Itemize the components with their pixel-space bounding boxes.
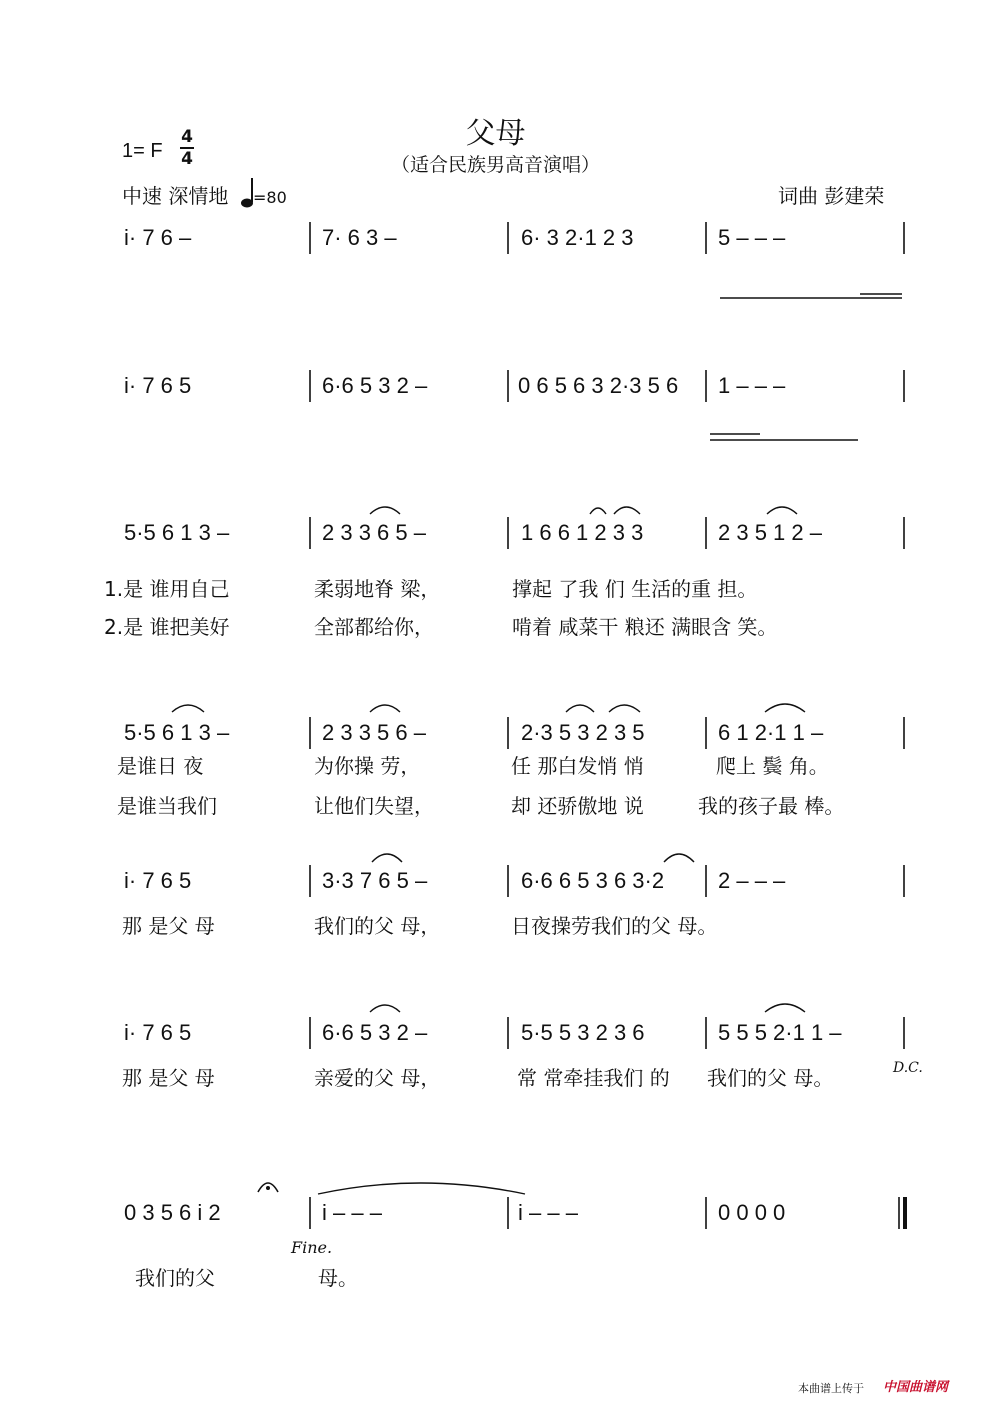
lyric: 啃着 咸菜干 粮还 满眼含 笑。 (512, 615, 778, 639)
tempo-mark: =80 (253, 188, 287, 207)
lyric: 爬上 鬓 角。 (716, 754, 829, 778)
measure: 5·5 6 1 3 – (124, 520, 230, 545)
measure: 2 – – – (718, 868, 786, 893)
lyric: 却 还骄傲地 说 (511, 794, 644, 818)
measure: 0 3 5 6 i 2 (124, 1200, 221, 1225)
song-title: 父母 (465, 116, 526, 151)
measure: 6·6 6 5 3 6 3·2 (521, 868, 665, 893)
lyric: 那 是父 母 (122, 914, 215, 938)
lyric: 让他们失望， (314, 794, 434, 818)
measure: i – – – (518, 1200, 578, 1225)
tempo-text: 中速 深情地 (122, 184, 229, 208)
lyric: 任 那白发悄 悄 (511, 754, 644, 778)
measure: i – – – (322, 1200, 382, 1225)
measure: i· 7 6 – (124, 225, 192, 250)
site-logo[interactable]: 中国曲谱网 (883, 1380, 949, 1395)
slurs (172, 507, 805, 1194)
lyric: 亲爱的父 母， (314, 1066, 441, 1090)
lyric: 常 常牵挂我们 的 (517, 1066, 670, 1090)
bar-lines (310, 222, 905, 1229)
lyric: 全部都给你， (314, 615, 434, 639)
dc-mark: D.C. (893, 1060, 923, 1076)
measure: 2 3 5 1 2 – (718, 520, 822, 545)
measure: 6 1 2·1 1 – (718, 720, 824, 745)
lyric: 撑起 了我 们 生活的重 担。 (512, 577, 758, 601)
lyric: 2.是 谁把美好 (104, 615, 230, 639)
measure: i· 7 6 5 (124, 373, 192, 398)
song-subtitle: （适合民族男高音演唱） (390, 154, 600, 176)
lyric: 是谁当我们 (117, 794, 217, 818)
lyric: 日夜操劳我们的父 母。 (511, 914, 718, 938)
measure: i· 7 6 5 (124, 868, 192, 893)
lyric: 是谁日 夜 (117, 754, 204, 778)
time-signature-top: 4 (181, 127, 193, 147)
lyric: 为你操 劳， (314, 754, 421, 778)
key-signature: 1= F (122, 140, 163, 162)
fine-mark: Fine. (291, 1238, 333, 1257)
measure: 6·6 5 3 2 – (322, 373, 428, 398)
measure: 6· 3 2·1 2 3 (521, 225, 634, 250)
measure: 0 6 5 6 3 2·3 5 6 (518, 373, 679, 398)
time-signature-bottom: 4 (181, 149, 193, 169)
lyric: 我们的父 母。 (707, 1066, 834, 1090)
footer-text: 本曲谱上传于 (798, 1382, 864, 1395)
lyric: 我的孩子最 棒。 (698, 794, 845, 818)
credit: 词曲 彭建荣 (778, 184, 885, 208)
measure: 6·6 5 3 2 – (322, 1020, 428, 1045)
measure: 5·5 6 1 3 – (124, 720, 230, 745)
measure: 2 3 3 6 5 – (322, 520, 426, 545)
fermata-icon (258, 1183, 278, 1192)
measure: 1 6 6 1 2 3 3 (521, 520, 644, 545)
measure: 1 – – – (718, 373, 786, 398)
tie-lines (710, 294, 902, 440)
lyric: 母。 (318, 1266, 358, 1290)
measure: 5 – – – (718, 225, 786, 250)
measure: 7· 6 3 – (322, 225, 397, 250)
measure: 5·5 5 3 2 3 6 (521, 1020, 645, 1045)
lyric: 我们的父 (135, 1266, 215, 1290)
lyric: 柔弱地脊 梁， (314, 577, 441, 601)
measure: 0 0 0 0 (718, 1200, 786, 1225)
measure: 3·3 7 6 5 – (322, 868, 428, 893)
lyric: 我们的父 母， (314, 914, 441, 938)
lyric: 那 是父 母 (122, 1066, 215, 1090)
measure: 2·3 5 3 2 3 5 (521, 720, 645, 745)
measure: 5 5 5 2·1 1 – (718, 1020, 842, 1045)
measure: i· 7 6 5 (124, 1020, 192, 1045)
measure: 2 3 3 5 6 – (322, 720, 426, 745)
lyric: 1.是 谁用自己 (104, 577, 230, 601)
